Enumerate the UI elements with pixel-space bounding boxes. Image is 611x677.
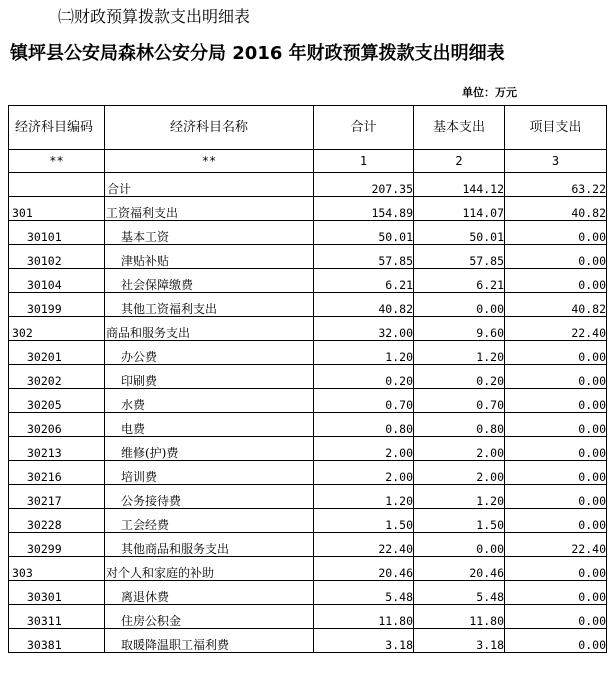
total-cell: 0.70 <box>314 389 414 413</box>
basic-cell: 0.00 <box>414 533 505 557</box>
table-row <box>9 437 607 461</box>
basic-cell: 20.46 <box>414 557 505 581</box>
basic-cell: 5.48 <box>414 581 505 605</box>
name-cell: 离退休费 <box>105 581 314 605</box>
code-cell: 30201 <box>9 341 105 365</box>
table-row <box>9 389 607 413</box>
subheader-total: 1 <box>314 150 414 173</box>
total-cell: 11.80 <box>314 605 414 629</box>
project-cell: 0.00 <box>505 485 607 509</box>
total-cell: 0.80 <box>314 413 414 437</box>
basic-cell: 0.70 <box>414 389 505 413</box>
basic-cell: 114.07 <box>414 197 505 221</box>
table-row <box>9 173 607 197</box>
total-cell: 40.82 <box>314 293 414 317</box>
table-row <box>9 485 607 509</box>
budget-table <box>8 105 607 653</box>
code-cell: 30381 <box>9 629 105 653</box>
basic-cell: 0.00 <box>414 293 505 317</box>
project-cell: 0.00 <box>505 341 607 365</box>
name-cell: 维修(护)费 <box>105 437 314 461</box>
total-cell: 20.46 <box>314 557 414 581</box>
name-cell: 合计 <box>105 173 314 197</box>
code-cell <box>9 173 105 197</box>
table-row <box>9 317 607 341</box>
section-heading: ㈡财政预算拨款支出明细表 <box>58 7 251 26</box>
table-row <box>9 269 607 293</box>
basic-cell: 9.60 <box>414 317 505 341</box>
code-cell: 30301 <box>9 581 105 605</box>
table-row <box>9 557 607 581</box>
project-cell: 0.00 <box>505 461 607 485</box>
table-subheader-row <box>9 150 607 173</box>
basic-cell: 3.18 <box>414 629 505 653</box>
name-cell: 对个人和家庭的补助 <box>105 557 314 581</box>
total-cell: 32.00 <box>314 317 414 341</box>
project-cell: 0.00 <box>505 269 607 293</box>
project-cell: 0.00 <box>505 221 607 245</box>
header-basic: 基本支出 <box>414 106 505 150</box>
subheader-code: ** <box>9 150 105 173</box>
table-row <box>9 509 607 533</box>
basic-cell: 6.21 <box>414 269 505 293</box>
project-cell: 40.82 <box>505 293 607 317</box>
total-cell: 6.21 <box>314 269 414 293</box>
code-cell: 30216 <box>9 461 105 485</box>
name-cell: 商品和服务支出 <box>105 317 314 341</box>
project-cell: 0.00 <box>505 605 607 629</box>
total-cell: 154.89 <box>314 197 414 221</box>
table-row <box>9 293 607 317</box>
total-cell: 22.40 <box>314 533 414 557</box>
subheader-project: 3 <box>505 150 607 173</box>
project-cell: 0.00 <box>505 557 607 581</box>
name-cell: 公务接待费 <box>105 485 314 509</box>
name-cell: 培训费 <box>105 461 314 485</box>
subheader-name: ** <box>105 150 314 173</box>
table-row <box>9 221 607 245</box>
total-cell: 3.18 <box>314 629 414 653</box>
name-cell: 办公费 <box>105 341 314 365</box>
project-cell: 40.82 <box>505 197 607 221</box>
table-row <box>9 533 607 557</box>
name-cell: 取暖降温职工福利费 <box>105 629 314 653</box>
total-cell: 2.00 <box>314 461 414 485</box>
table-row <box>9 365 607 389</box>
code-cell: 302 <box>9 317 105 341</box>
basic-cell: 11.80 <box>414 605 505 629</box>
table-row <box>9 461 607 485</box>
project-cell: 22.40 <box>505 317 607 341</box>
code-cell: 30213 <box>9 437 105 461</box>
table-row <box>9 629 607 653</box>
total-cell: 0.20 <box>314 365 414 389</box>
name-cell: 其他商品和服务支出 <box>105 533 314 557</box>
basic-cell: 1.50 <box>414 509 505 533</box>
basic-cell: 0.80 <box>414 413 505 437</box>
document-title: 镇坪县公安局森林公安分局 2016 年财政预算拨款支出明细表 <box>10 43 505 64</box>
total-cell: 1.50 <box>314 509 414 533</box>
project-cell: 0.00 <box>505 437 607 461</box>
total-cell: 1.20 <box>314 485 414 509</box>
name-cell: 住房公积金 <box>105 605 314 629</box>
name-cell: 基本工资 <box>105 221 314 245</box>
project-cell: 0.00 <box>505 389 607 413</box>
basic-cell: 2.00 <box>414 437 505 461</box>
code-cell: 30104 <box>9 269 105 293</box>
code-cell: 30206 <box>9 413 105 437</box>
unit-label: 单位：万元 <box>462 86 517 99</box>
total-cell: 57.85 <box>314 245 414 269</box>
project-cell: 0.00 <box>505 629 607 653</box>
total-cell: 207.35 <box>314 173 414 197</box>
basic-cell: 1.20 <box>414 341 505 365</box>
name-cell: 社会保障缴费 <box>105 269 314 293</box>
basic-cell: 1.20 <box>414 485 505 509</box>
table-row <box>9 581 607 605</box>
table-row <box>9 605 607 629</box>
name-cell: 电费 <box>105 413 314 437</box>
header-total: 合计 <box>314 106 414 150</box>
project-cell: 63.22 <box>505 173 607 197</box>
code-cell: 301 <box>9 197 105 221</box>
code-cell: 30205 <box>9 389 105 413</box>
name-cell: 水费 <box>105 389 314 413</box>
project-cell: 0.00 <box>505 581 607 605</box>
total-cell: 5.48 <box>314 581 414 605</box>
table-row <box>9 197 607 221</box>
basic-cell: 2.00 <box>414 461 505 485</box>
project-cell: 22.40 <box>505 533 607 557</box>
project-cell: 0.00 <box>505 413 607 437</box>
code-cell: 30202 <box>9 365 105 389</box>
basic-cell: 0.20 <box>414 365 505 389</box>
code-cell: 30101 <box>9 221 105 245</box>
name-cell: 印刷费 <box>105 365 314 389</box>
table-row <box>9 245 607 269</box>
header-code: 经济科目编码 <box>9 106 105 150</box>
total-cell: 2.00 <box>314 437 414 461</box>
table-header-row <box>9 106 607 150</box>
name-cell: 津贴补贴 <box>105 245 314 269</box>
project-cell: 0.00 <box>505 365 607 389</box>
basic-cell: 144.12 <box>414 173 505 197</box>
code-cell: 30102 <box>9 245 105 269</box>
total-cell: 1.20 <box>314 341 414 365</box>
header-project: 项目支出 <box>505 106 607 150</box>
code-cell: 30299 <box>9 533 105 557</box>
basic-cell: 57.85 <box>414 245 505 269</box>
subheader-basic: 2 <box>414 150 505 173</box>
project-cell: 0.00 <box>505 245 607 269</box>
table-row <box>9 413 607 437</box>
code-cell: 30199 <box>9 293 105 317</box>
code-cell: 30217 <box>9 485 105 509</box>
code-cell: 30228 <box>9 509 105 533</box>
code-cell: 30311 <box>9 605 105 629</box>
total-cell: 50.01 <box>314 221 414 245</box>
basic-cell: 50.01 <box>414 221 505 245</box>
header-name: 经济科目名称 <box>105 106 314 150</box>
project-cell: 0.00 <box>505 509 607 533</box>
table-row <box>9 341 607 365</box>
name-cell: 其他工资福利支出 <box>105 293 314 317</box>
code-cell: 303 <box>9 557 105 581</box>
name-cell: 工资福利支出 <box>105 197 314 221</box>
name-cell: 工会经费 <box>105 509 314 533</box>
